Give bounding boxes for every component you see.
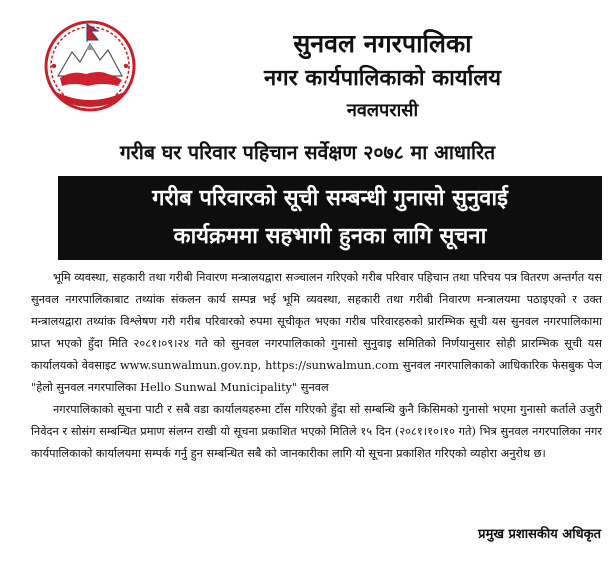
notice-title-banner [58, 176, 602, 260]
notice-paragraph-2: नगरपालिकाको सूचना पाटी र सबै वडा कार्यालयहरुमा टाँस गरिएको हुँदा सो सम्बन्धि कुनै किसिमको गुनासो भएमा गुनासो कर्ताले उजुरी निवेदन र सोसंग सम्बन्धित प्रमाण संलग्न राखी यो सूचना प्रकाशित भएको मितिले १५ दिन (२०८१।१०।१० गते) भित्र सुनवल नगरपालिका नगर कार्यपालिकाको कार्यालयमा सम्पर्क गर्नु हुन सम्बन्धित सबै को जानकारीका लागि यो सूचना प्रकाशित गरिएको व्यहोरा अनुरोध छ। [31, 403, 602, 460]
signature-title: प्रमुख प्रशासकीय अधिकृत [478, 527, 601, 542]
municipality-logo [42, 16, 138, 112]
notice-body [31, 267, 602, 465]
notice-title-line2: कार्यक्रममा सहभागी हुनका लागि सूचना [173, 224, 487, 249]
notice-title-line1: गरीब परिवारको सूची सम्बन्धी गुनासो सुनुवाई [152, 186, 508, 211]
notice-paragraph-1: भूमि व्यवस्था, सहकारी तथा गरीबी निवारण मन्त्रालयद्वारा सञ्चालन गरिएको गरीब परिवार पहिचान तथा परिचय पत्र वितरण अन्तर्गत यस सुनवल नगरपालिकाबाट तथ्यांक संकलन कार्य सम्पन्न भई भूमि व्यवस्था, सहकारी तथा गरीबी निवारण मन्त्रालयमा पठाइएको र उक्त मन्त्रालयद्वारा तथ्यांक विश्लेषण गरी गरीब परिवारको रुपमा सूचीकृत भएका गरीब परिवारहरुको प्रारम्भिक सूची यस सुनवल नगरपालिकामा प्राप्त भएको हुँदा मिति २०८१।०९।२४ गते को सुनवल नगरपालिकाको गुनासो सुनुवाइ समितिको निर्णयानुसार सोही प्रारम्भिक सूची यस कार्यालयको वेवसाइट www.sunwalmun.gov.np, https://sunwalmun.com सुनवल नगरपालिकाको आधिकारिक फेसबुक पेज "हेलो सुनवल नगरपालिका Hello Sunwal Municipality" सुनवल [31, 271, 602, 394]
district-name: नवलपरासी [346, 100, 419, 121]
nepal-emblem-icon [42, 16, 138, 112]
office-name: नगर कार्यपालिकाको कार्यालय [264, 66, 501, 91]
survey-basis-heading: गरीब घर परिवार पहिचान सर्वेक्षण २०७८ मा आधारित [119, 141, 496, 164]
municipality-name: सुनवल नगरपालिका [293, 29, 472, 58]
